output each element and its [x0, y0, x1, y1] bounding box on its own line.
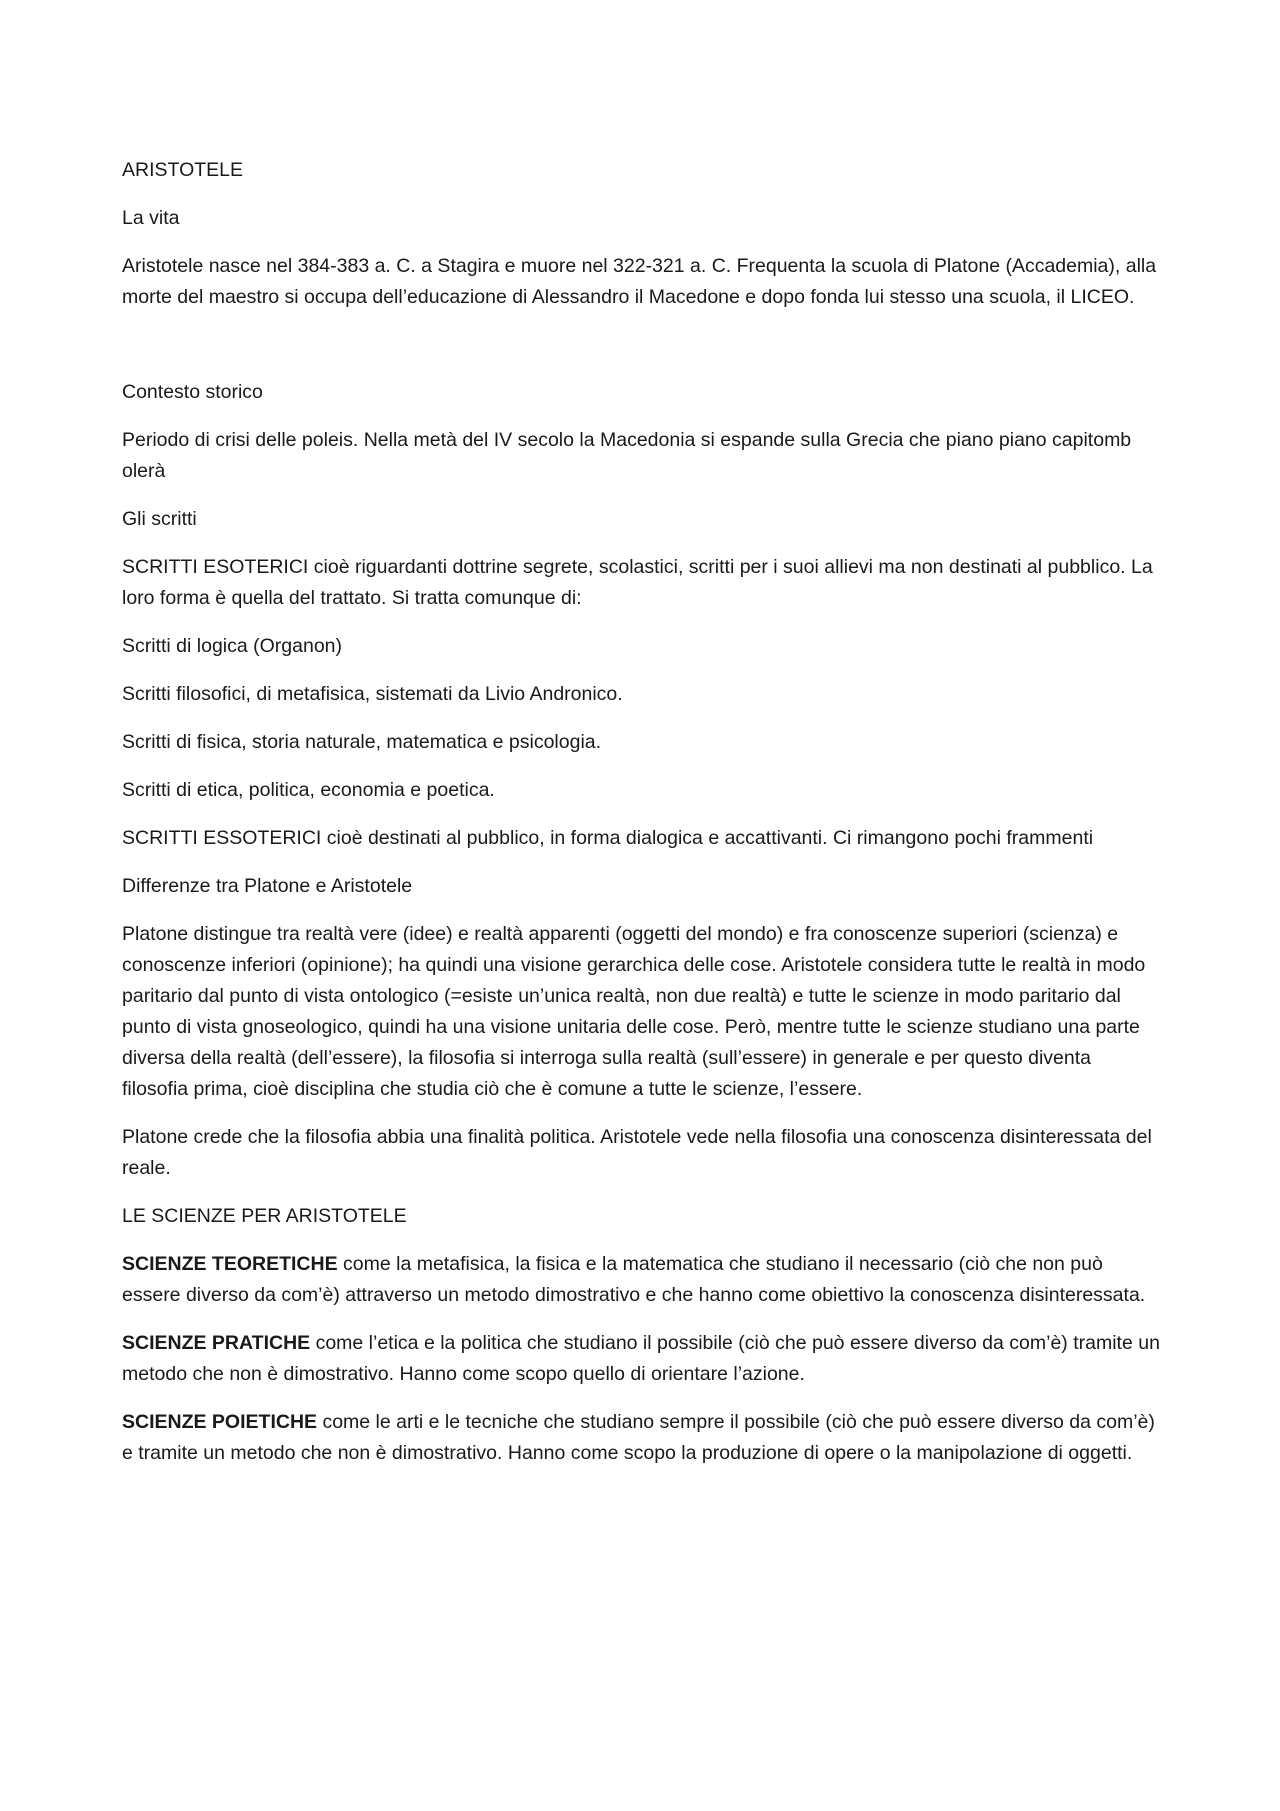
scienze-teoretiche-label: SCIENZE TEORETICHE: [122, 1253, 338, 1275]
vita-paragraph: Aristotele nasce nel 384-383 a. C. a Stagira e muore nel 322-321 a. C. Frequenta la scuola di Platone (Accademia), alla morte del maestro si occupa dell’educazione di Alessandro il Macedone e dopo fonda lui stesso una scuola, il LICEO.: [122, 255, 1157, 308]
scienze-poietiche-label: SCIENZE POIETICHE: [122, 1411, 318, 1433]
scienze-pratiche-label: SCIENZE PRATICHE: [122, 1332, 311, 1354]
document-title: ARISTOTELE: [122, 159, 244, 181]
differenze-paragraph-2: Platone crede che la filosofia abbia una finalità politica. Aristotele vede nella filosofia una conoscenza disinteressata del reale.: [122, 1126, 1152, 1179]
scritti-item: Scritti filosofici, di metafisica, sistemati da Livio Andronico.: [122, 683, 623, 705]
scienze-pratiche-text: come l’etica e la politica che studiano il possibile (ciò che può essere diverso da com’è) tramite un metodo che non è dimostrativo. Hanno come scopo quello di orientare l’azione.: [122, 1332, 1160, 1385]
scritti-item: Scritti di fisica, storia naturale, matematica e psicologia.: [122, 731, 602, 753]
contesto-heading: Contesto storico: [122, 381, 263, 403]
contesto-paragraph: Periodo di crisi delle poleis. Nella metà del IV secolo la Macedonia si espande sulla Grecia che piano piano capitomb​olerà: [122, 429, 1132, 482]
scienze-pratiche-paragraph: [122, 1328, 1160, 1390]
scienze-teoretiche-paragraph: [122, 1249, 1160, 1311]
scritti-item: Scritti di etica, politica, economia e poetica.: [122, 779, 495, 801]
scritti-item: Scritti di logica (Organon): [122, 635, 343, 657]
vita-heading: La vita: [122, 207, 180, 229]
scienze-heading: LE SCIENZE PER ARISTOTELE: [122, 1205, 407, 1227]
scritti-esoterici-paragraph: SCRITTI ESOTERICI cioè riguardanti dottrine segrete, scolastici, scritti per i suoi allievi ma non destinati al pubblico. La loro forma è quella del trattato. Si tratta comunque di:: [122, 556, 1153, 609]
differenze-paragraph-1: Platone distingue tra realtà vere (idee) e realtà apparenti (oggetti del mondo) e fra conoscenze superiori (scienza) e conoscenze inferiori (opinione); ha quindi una visione gerarchica delle cose. Aristotele considera tutte le realtà in modo paritario dal punto di vista ontologico (=esiste un’unica realtà, non due realtà) e tutte le scienze in modo paritario dal punto di vista gnoseologico, quindi ha una visione unitaria delle cose. Però, mentre tutte le scienze studiano una parte diversa della realtà (dell’essere), la filosofia si interroga sulla realtà (sull’essere) in generale e per questo diventa filosofia prima, cioè disciplina che studia ciò che è comune a tutte le scienze, l’essere.: [122, 923, 1146, 1100]
scritti-heading: Gli scritti: [122, 508, 197, 530]
differenze-heading: Differenze tra Platone e Aristotele: [122, 875, 413, 897]
scienze-teoretiche-text: come la metafisica, la fisica e la matematica che studiano il necessario (ciò che non può essere diverso da com’è) attraverso un metodo dimostrativo e che hanno come obiettivo la conoscenza disinteressata.: [122, 1253, 1146, 1306]
scienze-poietiche-paragraph: [122, 1407, 1160, 1469]
scienze-poietiche-text: come le arti e le tecniche che studiano sempre il possibile (ciò che può essere diverso da com’è) e tramite un metodo che non è dimostrativo. Hanno come scopo la produzione di opere o la manipolazione di oggetti.: [122, 1411, 1155, 1464]
scritti-essoterici-paragraph: SCRITTI ESSOTERICI cioè destinati al pubblico, in forma dialogica e accattivanti. Ci rimangono pochi frammenti: [122, 827, 1094, 849]
